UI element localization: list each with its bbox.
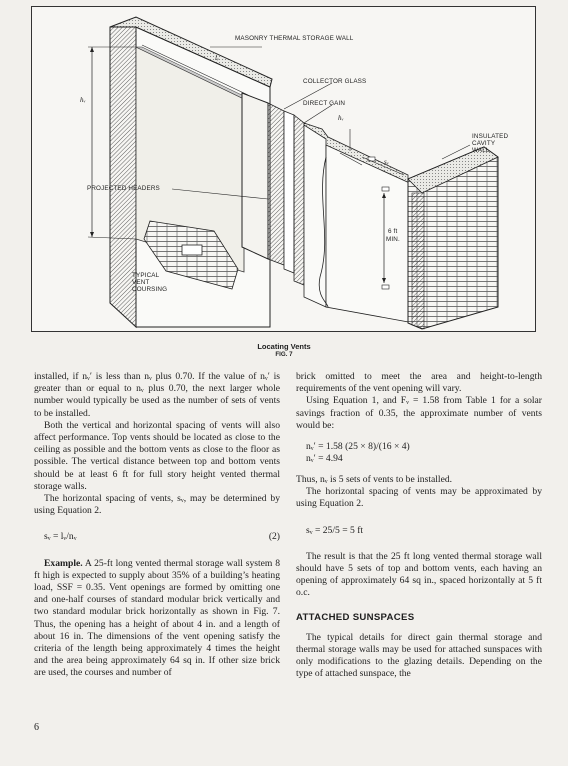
equation-2-expression: sᵥ = lᵥ/nᵥ [44,531,77,543]
six-ft-label: 6 ft [388,228,398,235]
figure-caption-number: FIG. 7 [275,351,293,358]
vent-location-illustration [32,7,535,331]
lv-label: lᵥ [215,54,220,62]
typical-vent-label: TYPICAL VENT COURSING [132,272,168,293]
left-column [34,371,280,680]
bottom-vent [382,285,389,289]
collector-glass-label: COLLECTOR GLASS [303,78,367,85]
right-paragraph-3: Thus, nᵥ is 5 sets of vents to be installed. [296,474,453,486]
figure-panel [31,6,536,332]
left-paragraph-1: installed, if nᵥ′ is less than nᵥ plus 0.70. If the value of nᵥ′ is greater than or equal to nᵥ plus 0.70, the next larger whole number would typically be used as the number of sets of vents to be installed. [34,371,280,419]
left-paragraph-2: Both the vertical and horizontal spacing of vents will also affect performance. Top vents should be located as close to the ceiling as possible and the bottom vents as close to the floor as possible. The vertical distance between top and bottom vents should be at least 6 ft for full story height vented thermal storage walls. [34,419,280,492]
equation-2 [34,531,280,543]
equation-2-result: sᵥ = 25/5 = 5 ft [306,524,364,536]
cavity-wall-drawing [304,123,498,329]
right-paragraph-5: The result is that the 25 ft long vented thermal storage wall should have 5 sets of top and bottom vents, each having an opening of approximately 64 sq in., spaced horizontally at 5 ft o.c. [296,550,542,599]
hv-upper-label: hᵥ [338,114,344,122]
example-label: Example. [44,557,83,569]
example-text: A 25-ft long vented thermal storage wall system 8 ft high is expected to supply about 35% of a building’s heating load, SSF = 0.35. Vent openings are formed by omitting one and one-half courses of standard modular brick vertically and two standard modular brick horizontally as shown in Fig. 7. Thus, the opening has a height of about 4 in. and a length of about 16 in. The dimensions of the vent opening satisfy the criteria of the length being approximately 4 times the height and the area being approximately 64 sq in. If other size brick are used, the courses and number of [34,557,280,679]
right-paragraph-4: The horizontal spacing of vents may be approximated by using Equation 2. [296,486,542,510]
projected-headers-label: PROJECTED HEADERS [87,185,160,192]
right-column [296,371,542,681]
right-paragraph-1: brick omitted to meet the area and height-to-length requirements of the vent opening will vary. [296,371,542,395]
hv-left-label: hᵥ [80,96,86,104]
direct-gain-label: DIRECT GAIN [303,100,346,107]
right-paragraph-6: The typical details for direct gain thermal storage and thermal storage walls may be used for attached sunspaces with only modifications to the glazing details. Depending on the type of attached sunspace, the [296,631,542,680]
equation-1b: nᵥ′ = 4.94 [306,453,343,465]
left-paragraph-3: The horizontal spacing of vents, sᵥ, may be determined by using Equation 2. [34,493,280,517]
min-label: MIN. [386,236,400,243]
section-heading-attached-sunspaces: ATTACHED SUNSPACES [296,611,415,623]
top-vent-2 [382,187,389,191]
top-vent-1 [368,157,375,161]
page-number: 6 [34,722,39,733]
left-paragraph-4 [34,558,280,680]
equation-1a: nᵥ′ = 1.58 (25 × 8)/(16 × 4) [306,441,410,453]
equation-1-block [296,441,542,465]
insulated-cavity-label: INSULATED CAVITY WALL [472,133,509,154]
sv-label: sᵥ [384,158,389,166]
right-paragraph-2: Using Equation 1, and Fᵥ = 1.58 from Table 1 for a solar savings fraction of 0.35, the approximate number of vents would be: [296,395,542,431]
equation-2-number: (2) [268,531,280,543]
masonry-wall-label: MASONRY THERMAL STORAGE WALL [235,35,354,42]
figure-caption-title: Locating Vents [257,342,311,351]
